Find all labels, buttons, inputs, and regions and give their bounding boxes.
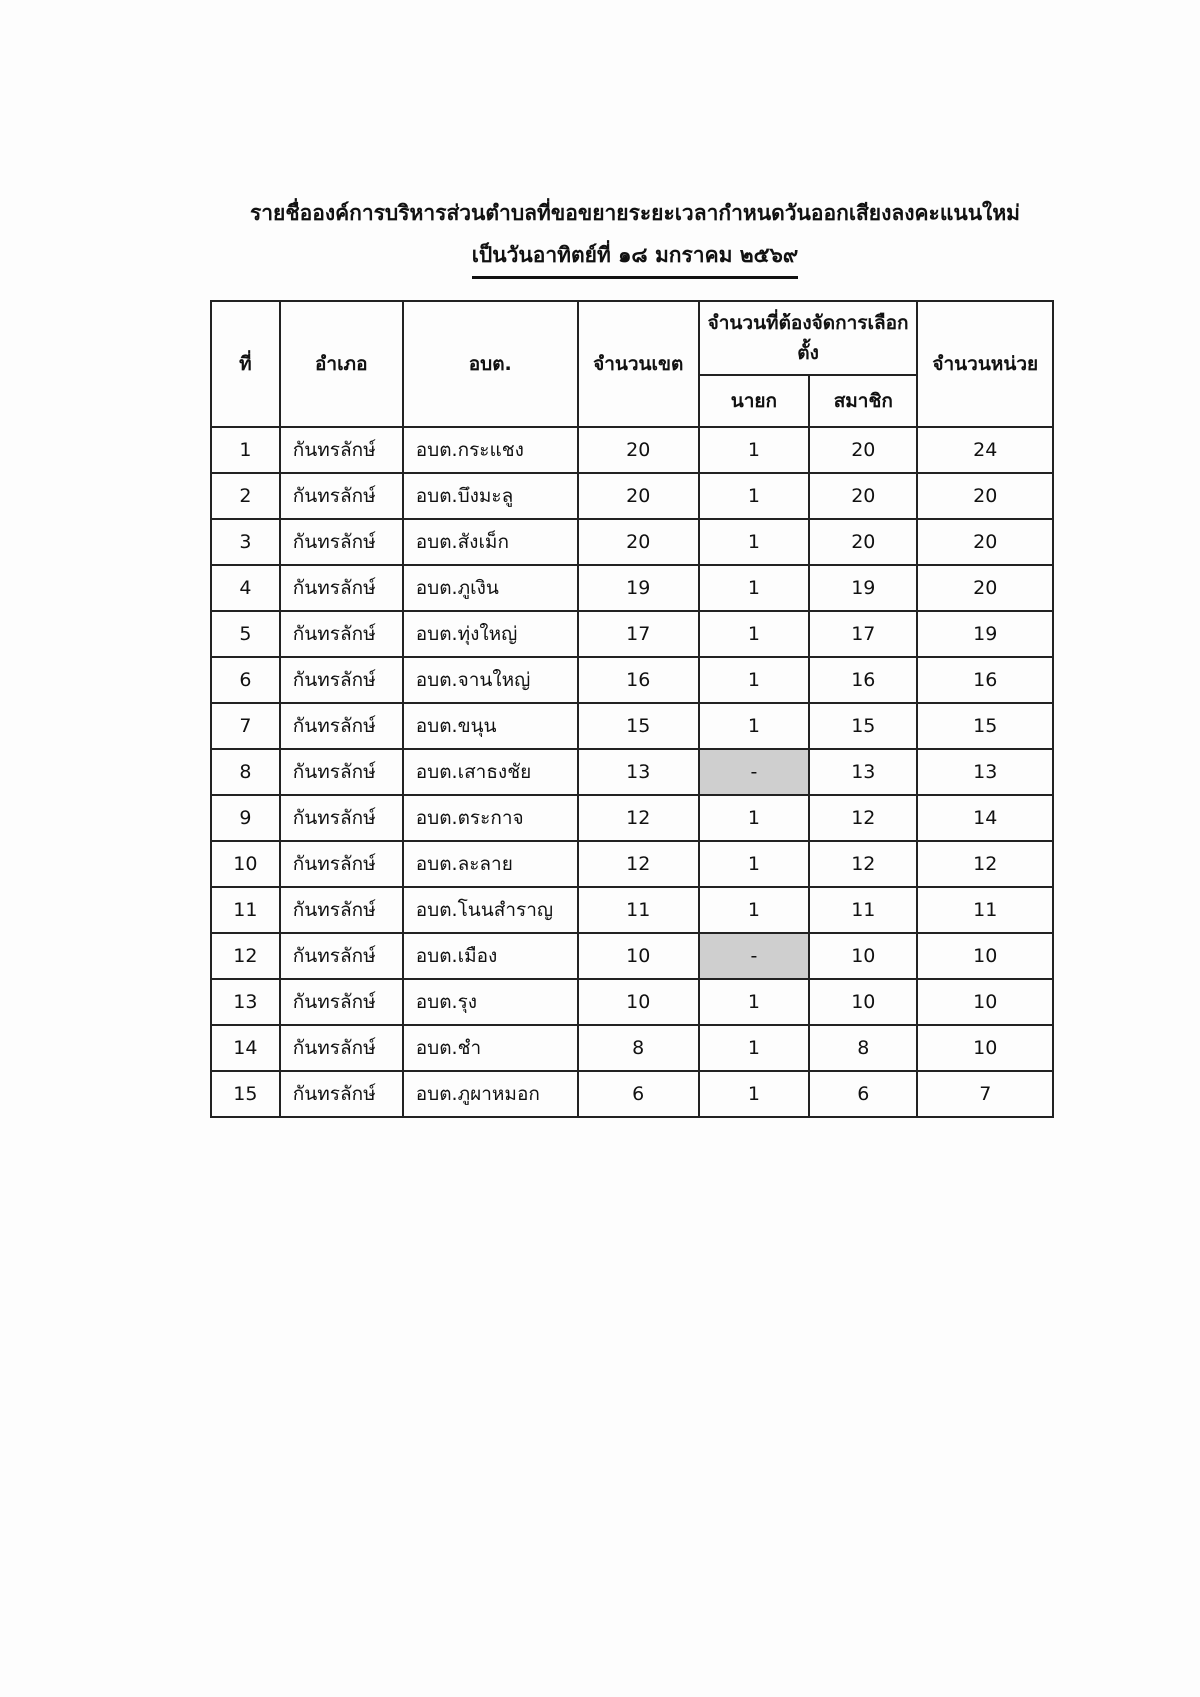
cell-sao: อบต.เสาธงชัย: [403, 749, 578, 795]
cell-members: 11: [809, 887, 917, 933]
cell-mayor: -: [699, 933, 809, 979]
cell-members: 16: [809, 657, 917, 703]
cell-members: 20: [809, 473, 917, 519]
cell-zones: 15: [578, 703, 699, 749]
table-body: [211, 427, 1053, 1117]
cell-units: 16: [917, 657, 1053, 703]
cell-district: กันทรลักษ์: [280, 657, 403, 703]
cell-members: 20: [809, 427, 917, 473]
cell-units: 7: [917, 1071, 1053, 1117]
header-units: จำนวนหน่วย: [917, 301, 1053, 427]
cell-no: 14: [211, 1025, 280, 1071]
document-subtitle: เป็นวันอาทิตย์ที่ ๑๘ มกราคม ๒๕๖๙: [472, 240, 798, 279]
cell-zones: 17: [578, 611, 699, 657]
cell-district: กันทรลักษ์: [280, 611, 403, 657]
cell-no: 1: [211, 427, 280, 473]
cell-mayor: 1: [699, 611, 809, 657]
cell-mayor: 1: [699, 1025, 809, 1071]
header-sao: อบต.: [403, 301, 578, 427]
cell-members: 19: [809, 565, 917, 611]
cell-members: 13: [809, 749, 917, 795]
cell-sao: อบต.ตระกาจ: [403, 795, 578, 841]
election-table: [210, 300, 1054, 1118]
cell-sao: อบต.ภูผาหมอก: [403, 1071, 578, 1117]
cell-mayor: -: [699, 749, 809, 795]
table-row: [211, 427, 1053, 473]
cell-mayor: 1: [699, 887, 809, 933]
cell-sao: อบต.ขนุน: [403, 703, 578, 749]
cell-sao: อบต.โนนสำราญ: [403, 887, 578, 933]
cell-district: กันทรลักษ์: [280, 749, 403, 795]
cell-district: กันทรลักษ์: [280, 519, 403, 565]
header-to-elect: จำนวนที่ต้องจัดการเลือกตั้ง: [699, 301, 918, 375]
table-header-row: [211, 301, 1053, 375]
cell-no: 3: [211, 519, 280, 565]
header-district: อำเภอ: [280, 301, 403, 427]
cell-units: 13: [917, 749, 1053, 795]
cell-no: 2: [211, 473, 280, 519]
cell-district: กันทรลักษ์: [280, 473, 403, 519]
header-members: สมาชิก: [809, 375, 917, 427]
cell-no: 15: [211, 1071, 280, 1117]
cell-district: กันทรลักษ์: [280, 427, 403, 473]
cell-zones: 10: [578, 933, 699, 979]
cell-mayor: 1: [699, 979, 809, 1025]
cell-units: 10: [917, 933, 1053, 979]
cell-units: 14: [917, 795, 1053, 841]
cell-mayor: 1: [699, 703, 809, 749]
cell-no: 13: [211, 979, 280, 1025]
cell-mayor: 1: [699, 565, 809, 611]
cell-mayor: 1: [699, 841, 809, 887]
table-row: [211, 473, 1053, 519]
cell-no: 8: [211, 749, 280, 795]
cell-zones: 19: [578, 565, 699, 611]
cell-no: 10: [211, 841, 280, 887]
cell-district: กันทรลักษ์: [280, 1025, 403, 1071]
cell-district: กันทรลักษ์: [280, 933, 403, 979]
table-row: [211, 565, 1053, 611]
table-row: [211, 887, 1053, 933]
cell-units: 19: [917, 611, 1053, 657]
table-row: [211, 795, 1053, 841]
table-row: [211, 1071, 1053, 1117]
cell-units: 15: [917, 703, 1053, 749]
cell-mayor: 1: [699, 1071, 809, 1117]
cell-zones: 6: [578, 1071, 699, 1117]
cell-district: กันทรลักษ์: [280, 795, 403, 841]
cell-members: 10: [809, 979, 917, 1025]
cell-units: 10: [917, 1025, 1053, 1071]
cell-mayor: 1: [699, 519, 809, 565]
header-zones: จำนวนเขต: [578, 301, 699, 427]
cell-units: 20: [917, 473, 1053, 519]
cell-zones: 13: [578, 749, 699, 795]
cell-sao: อบต.บึงมะลู: [403, 473, 578, 519]
cell-members: 12: [809, 841, 917, 887]
cell-sao: อบต.ชำ: [403, 1025, 578, 1071]
cell-sao: อบต.กระแชง: [403, 427, 578, 473]
document-title: รายชื่อองค์การบริหารส่วนตำบลที่ขอขยายระยะเวลากำหนดวันออกเสียงลงคะแนนใหม่: [249, 201, 1021, 225]
cell-members: 6: [809, 1071, 917, 1117]
cell-zones: 11: [578, 887, 699, 933]
table-row: [211, 841, 1053, 887]
cell-sao: อบต.รุง: [403, 979, 578, 1025]
document-subtitle-wrapper: [200, 240, 1070, 279]
cell-zones: 10: [578, 979, 699, 1025]
cell-units: 11: [917, 887, 1053, 933]
cell-sao: อบต.ภูเงิน: [403, 565, 578, 611]
cell-members: 12: [809, 795, 917, 841]
cell-members: 15: [809, 703, 917, 749]
cell-sao: อบต.ละลาย: [403, 841, 578, 887]
cell-district: กันทรลักษ์: [280, 1071, 403, 1117]
cell-zones: 20: [578, 427, 699, 473]
cell-members: 20: [809, 519, 917, 565]
header-no: ที่: [211, 301, 280, 427]
cell-no: 4: [211, 565, 280, 611]
cell-zones: 16: [578, 657, 699, 703]
cell-units: 20: [917, 519, 1053, 565]
cell-zones: 12: [578, 795, 699, 841]
table-row: [211, 933, 1053, 979]
cell-district: กันทรลักษ์: [280, 841, 403, 887]
cell-district: กันทรลักษ์: [280, 979, 403, 1025]
cell-zones: 20: [578, 519, 699, 565]
cell-zones: 12: [578, 841, 699, 887]
cell-units: 24: [917, 427, 1053, 473]
cell-units: 12: [917, 841, 1053, 887]
cell-mayor: 1: [699, 427, 809, 473]
cell-mayor: 1: [699, 473, 809, 519]
cell-sao: อบต.จานใหญ่: [403, 657, 578, 703]
table-row: [211, 749, 1053, 795]
cell-sao: อบต.สังเม็ก: [403, 519, 578, 565]
header-mayor: นายก: [699, 375, 809, 427]
table-row: [211, 611, 1053, 657]
cell-sao: อบต.ทุ่งใหญ่: [403, 611, 578, 657]
table-row: [211, 703, 1053, 749]
cell-zones: 20: [578, 473, 699, 519]
cell-mayor: 1: [699, 657, 809, 703]
cell-no: 12: [211, 933, 280, 979]
cell-mayor: 1: [699, 795, 809, 841]
cell-no: 11: [211, 887, 280, 933]
cell-units: 20: [917, 565, 1053, 611]
cell-no: 6: [211, 657, 280, 703]
cell-no: 5: [211, 611, 280, 657]
cell-units: 10: [917, 979, 1053, 1025]
cell-district: กันทรลักษ์: [280, 703, 403, 749]
cell-zones: 8: [578, 1025, 699, 1071]
cell-sao: อบต.เมือง: [403, 933, 578, 979]
cell-district: กันทรลักษ์: [280, 565, 403, 611]
table-row: [211, 657, 1053, 703]
cell-members: 8: [809, 1025, 917, 1071]
cell-members: 17: [809, 611, 917, 657]
cell-no: 7: [211, 703, 280, 749]
table-row: [211, 1025, 1053, 1071]
cell-members: 10: [809, 933, 917, 979]
cell-district: กันทรลักษ์: [280, 887, 403, 933]
cell-no: 9: [211, 795, 280, 841]
table-row: [211, 979, 1053, 1025]
table-row: [211, 519, 1053, 565]
